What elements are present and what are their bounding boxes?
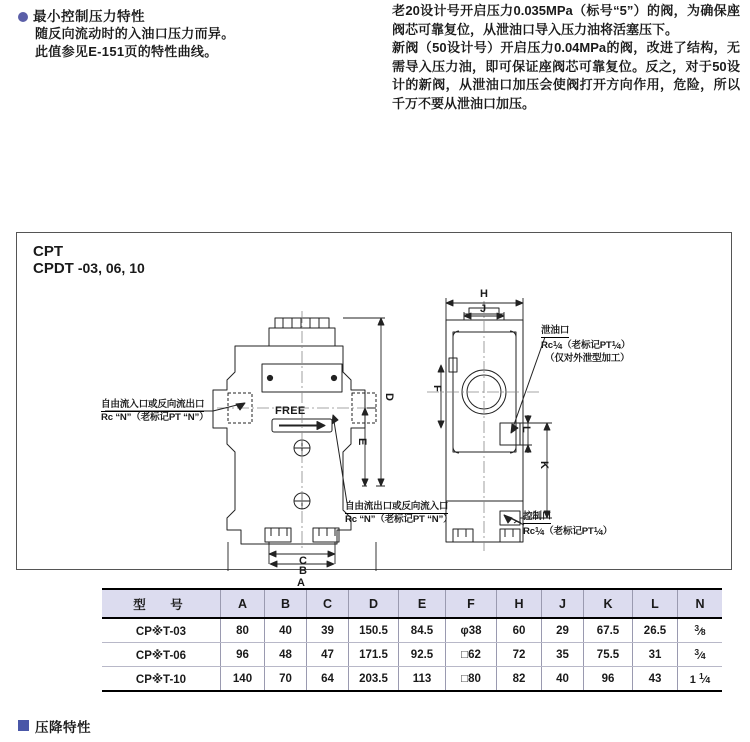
control-rc-mid: （老标记PT	[544, 526, 594, 537]
drain-frac2-den: 4	[616, 342, 621, 351]
table-header-model: 型 号	[102, 589, 221, 618]
callout-bottom-port-line-1: 自由流出口或反向流入口	[345, 501, 449, 512]
cell-d: 150.5	[349, 618, 399, 643]
cell-b: 70	[265, 667, 307, 692]
cell-b: 40	[265, 618, 307, 643]
table-header-a: A	[221, 589, 265, 618]
cell-d: 203.5	[349, 667, 399, 692]
callout-bottom-port	[345, 501, 452, 526]
cell-c: 47	[307, 643, 349, 667]
cell-e: 113	[399, 667, 446, 692]
cell-j: 29	[542, 618, 584, 643]
min-control-pressure-section	[18, 8, 358, 61]
control-rc-prefix: Rc	[523, 526, 535, 537]
table-header-row	[102, 589, 722, 618]
cell-model: CP※T-06	[102, 643, 221, 667]
dimension-label-l: L	[520, 426, 532, 433]
callout-drain-port-line-1: 泄油口	[541, 325, 570, 336]
cell-n-den: 4	[705, 675, 711, 685]
cell-n-num: 3	[694, 647, 700, 657]
table-header-h: H	[497, 589, 542, 618]
cell-n: 1 $^1$⁄4	[678, 667, 723, 692]
dimension-table	[102, 588, 722, 692]
cell-n: $^3$⁄8	[678, 618, 723, 643]
cell-model: CP※T-03	[102, 618, 221, 643]
control-frac-den: 4	[540, 528, 545, 537]
table-header-f: F	[446, 589, 497, 618]
callout-drain-port-line-3: （仅对外泄型加工）	[545, 353, 630, 364]
cell-c: 64	[307, 667, 349, 692]
table-header-b: B	[265, 589, 307, 618]
cell-model: CP※T-10	[102, 667, 221, 692]
min-control-pressure-heading-text: 最小控制压力特性	[33, 9, 145, 24]
cell-f: φ38	[446, 618, 497, 643]
min-control-pressure-heading	[18, 8, 358, 25]
callout-control-port-line-2: Rc$^1$⁄4（老标记$PT^1⁄4$）	[523, 525, 613, 537]
drawing-title-suffix: -03, 06, 10	[77, 260, 145, 276]
table-header-j: J	[542, 589, 584, 618]
cell-l: 26.5	[633, 618, 678, 643]
cell-k: 67.5	[584, 618, 633, 643]
table-header-l: L	[633, 589, 678, 618]
control-frac-num: 1	[534, 525, 539, 534]
drain-frac-num: 1	[552, 339, 557, 348]
min-control-pressure-line-2: 此值参见E-151页的特性曲线。	[35, 44, 218, 59]
callout-control-port-line-1: 控制口	[523, 511, 552, 522]
dimension-label-a: A	[297, 577, 305, 589]
dimension-label-h: H	[480, 288, 488, 300]
drain-frac-den: 4	[558, 342, 563, 351]
drain-rc-mid: （老标记PT	[562, 340, 612, 351]
cell-h: 82	[497, 667, 542, 692]
cell-n-num: 3	[694, 623, 700, 633]
cell-e: 84.5	[399, 618, 446, 643]
control-frac2-den: 4	[598, 528, 603, 537]
free-flow-tag: FREE	[275, 405, 306, 417]
cover-screw-right	[331, 375, 336, 380]
cell-k: 96	[584, 667, 633, 692]
cell-h: 60	[497, 618, 542, 643]
callout-bottom-port-line-2: Rc “N”（老标记PT “N”）	[345, 514, 453, 525]
pressure-drop-heading	[18, 716, 91, 736]
dimension-label-c: C	[299, 555, 307, 567]
callout-leader-lines	[105, 337, 545, 525]
drain-rc-suffix: ）	[620, 340, 631, 351]
cell-n-num: 1	[698, 671, 704, 681]
drain-port-note-paragraph-1: 老20设计号开启压力0.035MPa（标号“5”）的阀，为确保座阀芯可靠复位，从泄油口导入压力油将活塞压下。	[392, 3, 740, 37]
cell-n-whole: 1	[689, 674, 699, 686]
dimension-label-d: D	[383, 393, 395, 401]
cell-n: $^3$⁄4	[678, 643, 723, 667]
table-row	[102, 667, 722, 692]
drain-rc-prefix: Rc	[541, 340, 553, 351]
bullet-dot-icon	[18, 12, 28, 22]
table-header-n: N	[678, 589, 723, 618]
cell-l: 43	[633, 667, 678, 692]
dimension-label-b: B	[299, 565, 307, 577]
table-header-e: E	[399, 589, 446, 618]
min-control-pressure-line-1: 随反向流动时的入油口压力而异。	[35, 26, 235, 41]
cell-n-den: 8	[700, 627, 706, 637]
cell-c: 39	[307, 618, 349, 643]
callout-left-port-line-1: 自由流入口或反向流出口	[101, 399, 205, 410]
min-control-pressure-body	[35, 25, 358, 61]
callout-drain-port-line-2: Rc$^1$⁄4（老标记$PT^1⁄4$）	[541, 339, 631, 351]
callout-left-port-line-2: Rc “N”（老标记PT “N”）	[101, 412, 209, 423]
callout-control-port	[523, 511, 612, 539]
callout-left-port	[101, 399, 208, 424]
side-view-drain-port	[500, 423, 520, 445]
cell-n-den: 4	[700, 651, 706, 661]
cell-a: 80	[221, 618, 265, 643]
table-header-d: D	[349, 589, 399, 618]
cell-b: 48	[265, 643, 307, 667]
dimension-label-e: E	[356, 438, 368, 446]
cover-screw-left	[267, 375, 272, 380]
cell-j: 35	[542, 643, 584, 667]
table-row	[102, 618, 722, 643]
drain-port-note-section	[392, 2, 740, 114]
drawing-title-line-1: CPT	[33, 243, 63, 260]
pressure-drop-heading-text: 压降特性	[35, 720, 91, 735]
drawing-title-line-2: CPDT	[33, 260, 74, 277]
cell-e: 92.5	[399, 643, 446, 667]
callout-drain-port	[541, 325, 630, 365]
cell-l: 31	[633, 643, 678, 667]
dimension-label-f: F	[431, 385, 443, 392]
dimension-label-j: J	[480, 303, 487, 315]
drain-port-note-paragraph-2: 新阀（50设计号）开启压力0.04MPa的阀，改进了结构，无需导入压力油，即可保证座阀芯可靠复位。反之，对于50设计的新阀，从泄油口加压会使阀打开方向作用，危险，所以千万不要从泄油口加压。	[392, 40, 740, 111]
table-header-k: K	[584, 589, 633, 618]
dimension-lines	[228, 298, 552, 571]
cell-k: 75.5	[584, 643, 633, 667]
cell-h: 72	[497, 643, 542, 667]
cell-d: 171.5	[349, 643, 399, 667]
cell-a: 140	[221, 667, 265, 692]
drain-frac2-num: 1	[611, 339, 616, 348]
cell-a: 96	[221, 643, 265, 667]
dimension-label-k: K	[538, 461, 550, 469]
cell-j: 40	[542, 667, 584, 692]
cell-f: □80	[446, 667, 497, 692]
cell-f: □62	[446, 643, 497, 667]
control-rc-suffix: ）	[602, 526, 613, 537]
table-header-c: C	[307, 589, 349, 618]
dimension-drawing-panel	[16, 232, 732, 589]
table-row	[102, 643, 722, 667]
control-frac2-num: 1	[593, 525, 598, 534]
bullet-square-icon	[18, 720, 29, 731]
